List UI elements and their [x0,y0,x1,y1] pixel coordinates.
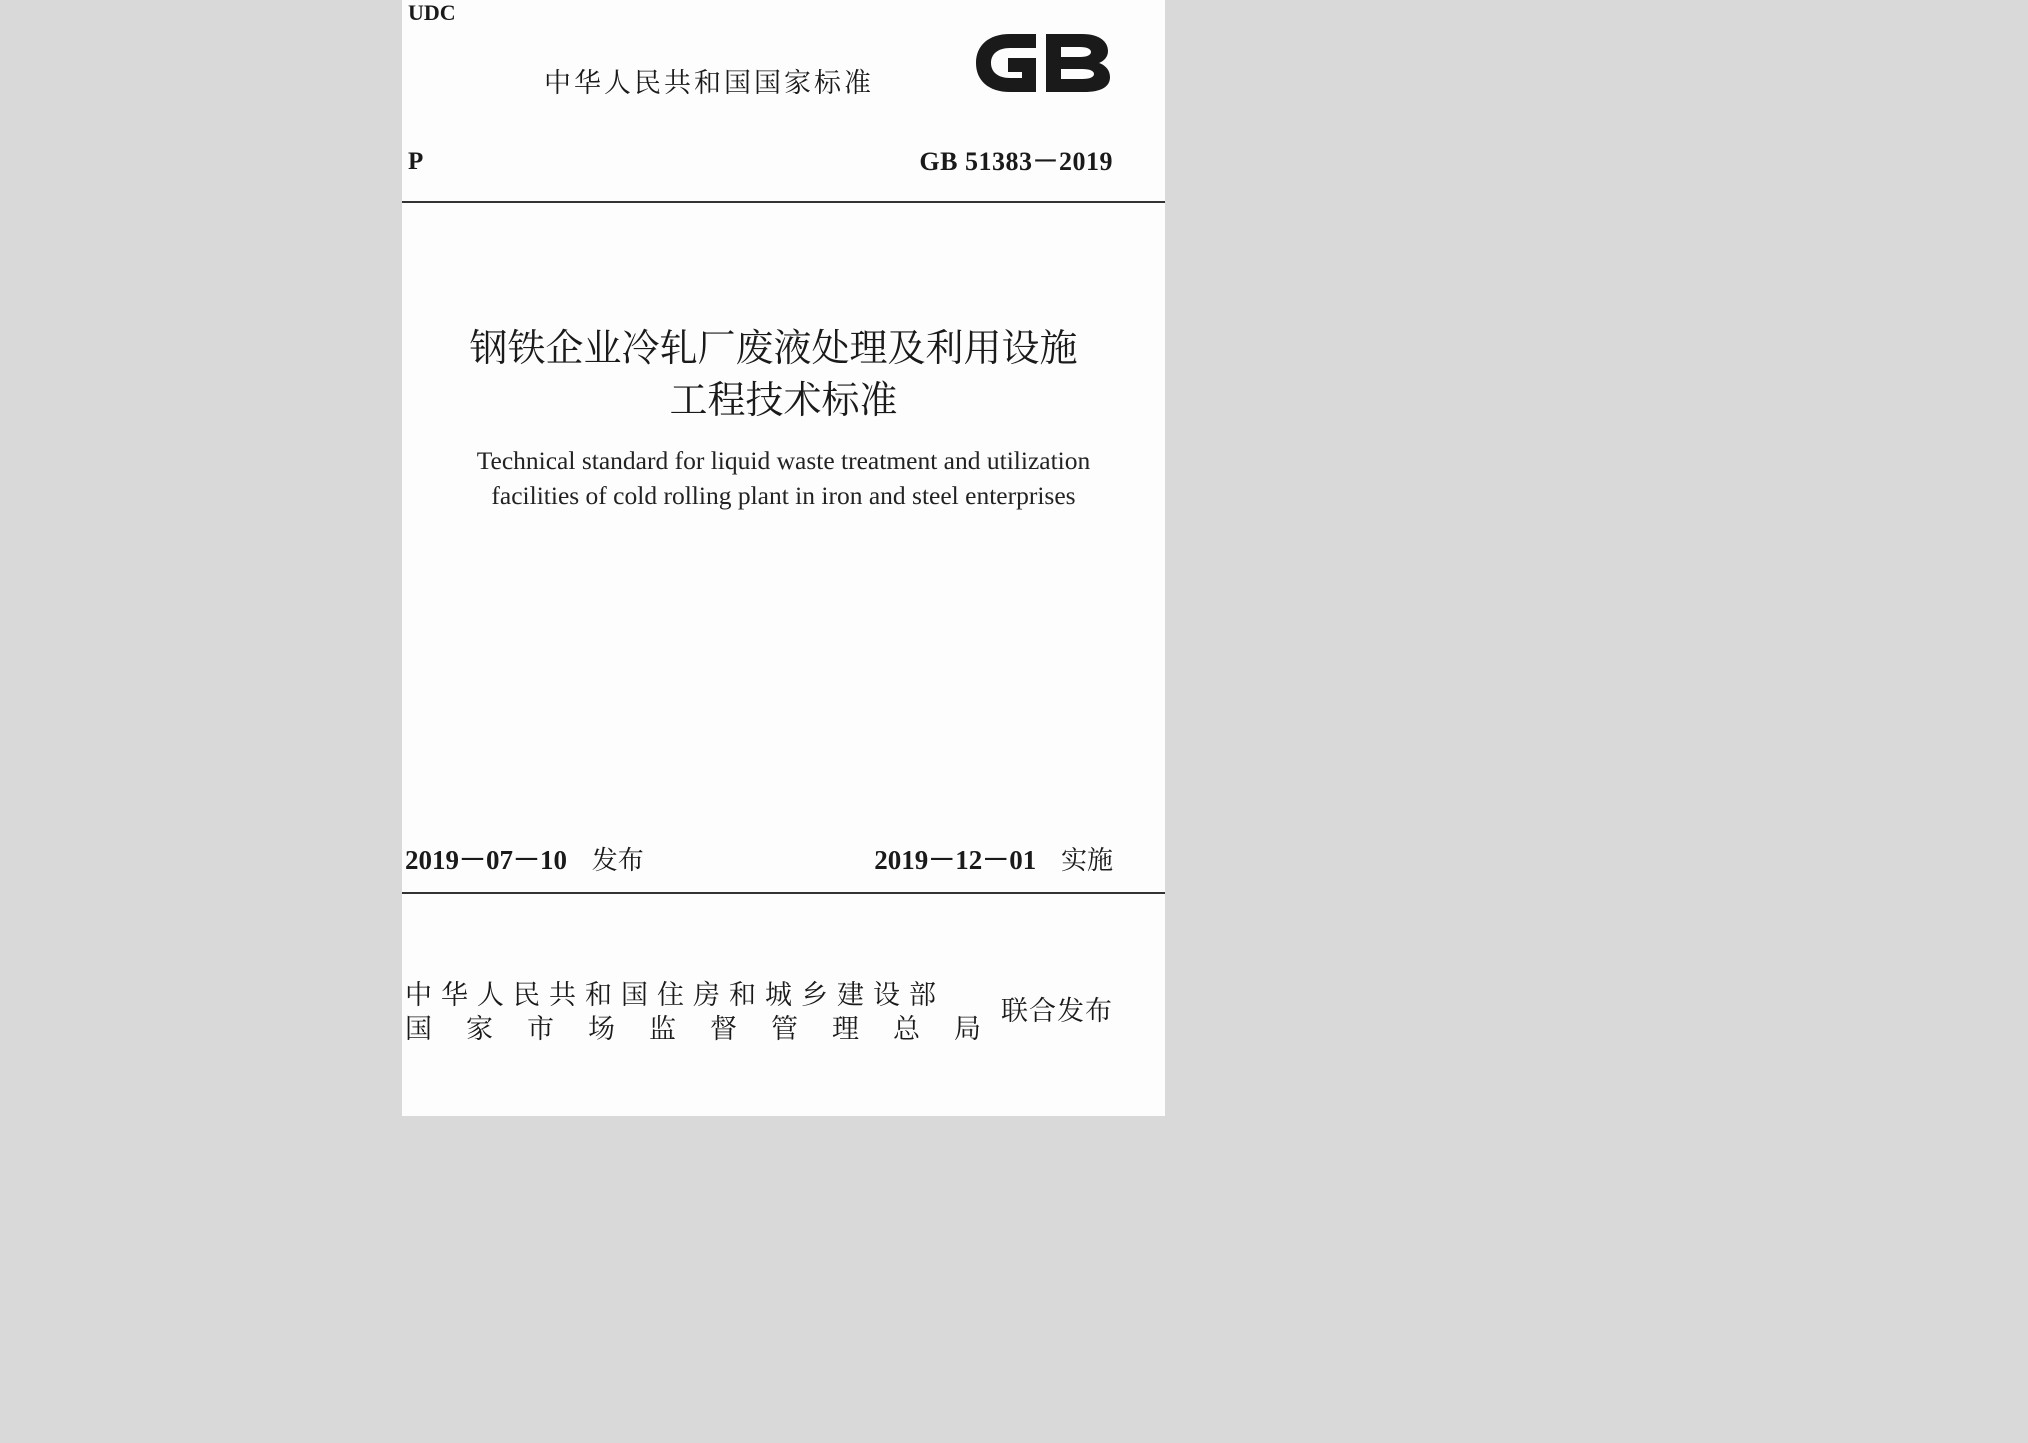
english-title-line-1: Technical standard for liquid waste treatment and utilization [476,446,1091,475]
english-title-line-2: facilities of cold rolling plant in iron and steel enterprises [491,481,1076,510]
issuer-char: 督 [710,1014,737,1045]
issuer-char: 家 [466,1014,493,1045]
category-code: P [408,148,424,175]
issuer-char: 管 [771,1014,798,1045]
issue-date-block [405,843,644,878]
issuer-char: 理 [832,1014,859,1045]
udc-label: UDC [408,0,456,25]
issuer-char: 监 [649,1014,676,1045]
implementation-label: 实施 [1060,846,1113,876]
english-title [402,443,1165,513]
top-divider [402,201,1165,203]
chinese-title [402,322,1165,426]
joint-issue-label: 联合发布 [1001,996,1113,1027]
gb-logo-mark [976,34,1110,92]
issuer-char: 国 [405,1014,432,1045]
bottom-divider [402,892,1165,894]
issuer-market-regulation [405,1012,981,1048]
issuer-char: 市 [527,1014,554,1045]
national-standard-heading: 中华人民共和国国家标准 [544,68,874,99]
chinese-title-line-1: 钢铁企业冷轧厂废液处理及利用设施 [469,326,1078,370]
gb-logo [970,24,1116,102]
issue-label: 发布 [591,846,644,876]
issuer-char: 局 [954,1014,981,1045]
issuer-ministry: 中华人民共和国住房和城乡建设部 [405,980,945,1011]
standard-number: GB 51383－2019 [919,147,1113,176]
standard-cover-page [402,0,1165,1116]
implementation-date-block [874,843,1113,878]
issuer-char: 场 [588,1014,615,1045]
chinese-title-line-2: 工程技术标准 [669,378,898,422]
implementation-date: 2019－12－01 [874,845,1037,875]
issue-date: 2019－07－10 [405,845,567,875]
issuer-char: 总 [893,1014,920,1045]
